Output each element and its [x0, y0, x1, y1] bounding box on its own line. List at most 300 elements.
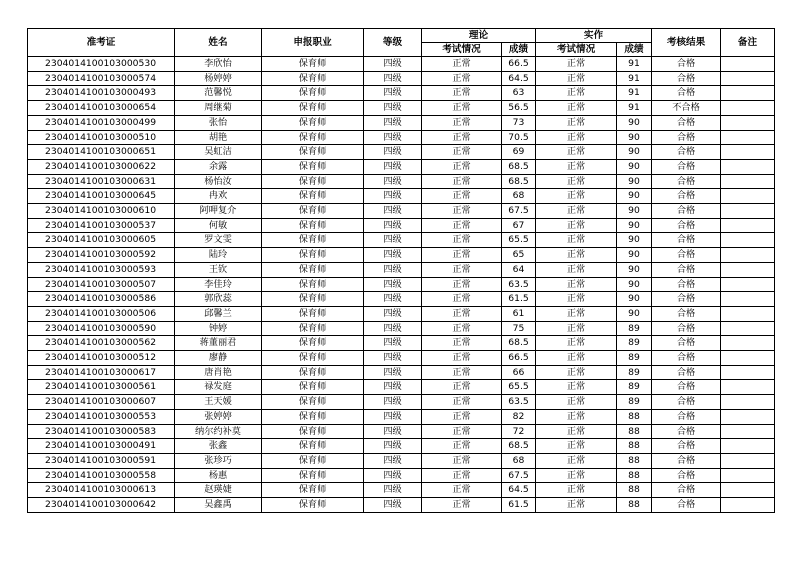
- cell-theory-score: 66.5: [502, 57, 536, 72]
- cell-remarks: [721, 159, 775, 174]
- table-row: [28, 218, 775, 233]
- cell-theory-status: 正常: [422, 248, 502, 263]
- cell-id: 2304014100103000499: [28, 115, 175, 130]
- cell-remarks: [721, 130, 775, 145]
- cell-name: 何敏: [175, 218, 262, 233]
- cell-practice-score: 88: [617, 409, 652, 424]
- cell-practice-status: 正常: [536, 321, 617, 336]
- cell-name: 张婷婷: [175, 409, 262, 424]
- cell-remarks: [721, 57, 775, 72]
- cell-occupation: 保育师: [262, 262, 364, 277]
- cell-theory-score: 73: [502, 115, 536, 130]
- table-row: [28, 145, 775, 160]
- cell-result: 合格: [652, 86, 721, 101]
- cell-occupation: 保育师: [262, 306, 364, 321]
- cell-practice-status: 正常: [536, 86, 617, 101]
- table-row: [28, 498, 775, 513]
- cell-id: 2304014100103000506: [28, 306, 175, 321]
- cell-result: 合格: [652, 71, 721, 86]
- cell-practice-status: 正常: [536, 71, 617, 86]
- cell-theory-score: 61.5: [502, 292, 536, 307]
- cell-name: 冉欢: [175, 189, 262, 204]
- cell-practice-status: 正常: [536, 277, 617, 292]
- cell-occupation: 保育师: [262, 218, 364, 233]
- cell-level: 四级: [364, 145, 422, 160]
- table-row: [28, 365, 775, 380]
- cell-name: 余露: [175, 159, 262, 174]
- cell-theory-score: 56.5: [502, 101, 536, 116]
- cell-remarks: [721, 248, 775, 263]
- cell-result: 合格: [652, 351, 721, 366]
- cell-occupation: 保育师: [262, 498, 364, 513]
- cell-theory-status: 正常: [422, 409, 502, 424]
- cell-result: 合格: [652, 130, 721, 145]
- table-body: [28, 57, 775, 513]
- cell-name: 邱馨兰: [175, 306, 262, 321]
- cell-theory-status: 正常: [422, 218, 502, 233]
- cell-remarks: [721, 233, 775, 248]
- cell-level: 四级: [364, 71, 422, 86]
- cell-practice-status: 正常: [536, 101, 617, 116]
- cell-practice-status: 正常: [536, 233, 617, 248]
- cell-name: 杨惠: [175, 468, 262, 483]
- cell-id: 2304014100103000537: [28, 218, 175, 233]
- cell-theory-status: 正常: [422, 351, 502, 366]
- cell-theory-score: 64.5: [502, 71, 536, 86]
- cell-level: 四级: [364, 233, 422, 248]
- cell-practice-score: 90: [617, 306, 652, 321]
- table-row: [28, 248, 775, 263]
- cell-result: 合格: [652, 306, 721, 321]
- cell-id: 2304014100103000562: [28, 336, 175, 351]
- cell-result: 合格: [652, 233, 721, 248]
- cell-practice-status: 正常: [536, 380, 617, 395]
- cell-name: 张鑫: [175, 439, 262, 454]
- cell-theory-status: 正常: [422, 306, 502, 321]
- cell-theory-score: 61.5: [502, 498, 536, 513]
- cell-practice-status: 正常: [536, 159, 617, 174]
- cell-occupation: 保育师: [262, 424, 364, 439]
- header-result: 考核结果: [652, 29, 721, 57]
- cell-id: 2304014100103000613: [28, 483, 175, 498]
- table-row: [28, 351, 775, 366]
- cell-theory-status: 正常: [422, 189, 502, 204]
- cell-level: 四级: [364, 174, 422, 189]
- cell-theory-status: 正常: [422, 174, 502, 189]
- cell-practice-score: 90: [617, 159, 652, 174]
- table-row: [28, 292, 775, 307]
- cell-id: 2304014100103000654: [28, 101, 175, 116]
- cell-name: 唐肖艳: [175, 365, 262, 380]
- cell-name: 陆玲: [175, 248, 262, 263]
- cell-practice-score: 90: [617, 115, 652, 130]
- cell-name: 阿呷复介: [175, 204, 262, 219]
- cell-practice-score: 90: [617, 292, 652, 307]
- cell-level: 四级: [364, 159, 422, 174]
- cell-theory-score: 68: [502, 453, 536, 468]
- cell-remarks: [721, 439, 775, 454]
- cell-occupation: 保育师: [262, 351, 364, 366]
- cell-practice-score: 90: [617, 233, 652, 248]
- cell-practice-status: 正常: [536, 145, 617, 160]
- cell-practice-score: 88: [617, 424, 652, 439]
- table-row: [28, 174, 775, 189]
- cell-level: 四级: [364, 468, 422, 483]
- cell-occupation: 保育师: [262, 159, 364, 174]
- cell-theory-score: 67: [502, 218, 536, 233]
- cell-level: 四级: [364, 409, 422, 424]
- cell-practice-score: 88: [617, 498, 652, 513]
- cell-id: 2304014100103000607: [28, 395, 175, 410]
- cell-theory-status: 正常: [422, 145, 502, 160]
- header-theory-score: 成绩: [502, 43, 536, 57]
- table-row: [28, 233, 775, 248]
- cell-level: 四级: [364, 218, 422, 233]
- cell-theory-score: 63.5: [502, 277, 536, 292]
- cell-remarks: [721, 395, 775, 410]
- cell-practice-score: 90: [617, 145, 652, 160]
- cell-theory-score: 72: [502, 424, 536, 439]
- cell-occupation: 保育师: [262, 395, 364, 410]
- cell-id: 2304014100103000642: [28, 498, 175, 513]
- cell-practice-score: 88: [617, 483, 652, 498]
- cell-remarks: [721, 380, 775, 395]
- table-row: [28, 277, 775, 292]
- cell-result: 合格: [652, 145, 721, 160]
- cell-result: 合格: [652, 277, 721, 292]
- cell-practice-score: 89: [617, 321, 652, 336]
- table-row: [28, 468, 775, 483]
- table-row: [28, 71, 775, 86]
- cell-practice-score: 90: [617, 204, 652, 219]
- cell-level: 四级: [364, 306, 422, 321]
- cell-practice-score: 88: [617, 439, 652, 454]
- table-row: [28, 204, 775, 219]
- header-occupation: 申报职业: [262, 29, 364, 57]
- cell-theory-score: 68.5: [502, 159, 536, 174]
- cell-practice-score: 90: [617, 174, 652, 189]
- cell-result: 合格: [652, 262, 721, 277]
- cell-occupation: 保育师: [262, 174, 364, 189]
- cell-practice-score: 90: [617, 189, 652, 204]
- cell-name: 王钦: [175, 262, 262, 277]
- cell-name: 李佳玲: [175, 277, 262, 292]
- cell-id: 2304014100103000631: [28, 174, 175, 189]
- cell-result: 合格: [652, 365, 721, 380]
- cell-remarks: [721, 453, 775, 468]
- cell-theory-score: 63.5: [502, 395, 536, 410]
- table-row: [28, 439, 775, 454]
- cell-occupation: 保育师: [262, 57, 364, 72]
- cell-theory-score: 64.5: [502, 483, 536, 498]
- cell-level: 四级: [364, 262, 422, 277]
- score-table: [27, 28, 775, 513]
- cell-practice-status: 正常: [536, 130, 617, 145]
- cell-result: 合格: [652, 57, 721, 72]
- table-row: [28, 380, 775, 395]
- cell-practice-score: 90: [617, 262, 652, 277]
- cell-result: 合格: [652, 498, 721, 513]
- cell-theory-status: 正常: [422, 159, 502, 174]
- cell-theory-score: 66: [502, 365, 536, 380]
- table-row: [28, 130, 775, 145]
- table-row: [28, 395, 775, 410]
- cell-practice-status: 正常: [536, 204, 617, 219]
- cell-theory-score: 64: [502, 262, 536, 277]
- cell-level: 四级: [364, 365, 422, 380]
- cell-theory-score: 70.5: [502, 130, 536, 145]
- cell-result: 合格: [652, 204, 721, 219]
- cell-level: 四级: [364, 277, 422, 292]
- cell-practice-score: 90: [617, 218, 652, 233]
- cell-practice-status: 正常: [536, 336, 617, 351]
- table-row: [28, 57, 775, 72]
- cell-level: 四级: [364, 453, 422, 468]
- cell-level: 四级: [364, 498, 422, 513]
- cell-result: 合格: [652, 395, 721, 410]
- cell-id: 2304014100103000610: [28, 204, 175, 219]
- cell-theory-score: 69: [502, 145, 536, 160]
- cell-theory-score: 75: [502, 321, 536, 336]
- cell-remarks: [721, 468, 775, 483]
- table-row: [28, 189, 775, 204]
- cell-theory-score: 67.5: [502, 468, 536, 483]
- cell-level: 四级: [364, 380, 422, 395]
- cell-result: 合格: [652, 336, 721, 351]
- cell-remarks: [721, 336, 775, 351]
- cell-result: 合格: [652, 468, 721, 483]
- cell-occupation: 保育师: [262, 321, 364, 336]
- cell-name: 罗文雯: [175, 233, 262, 248]
- cell-id: 2304014100103000491: [28, 439, 175, 454]
- cell-theory-status: 正常: [422, 86, 502, 101]
- header-theory: 理论: [422, 29, 536, 43]
- header-id: 准考证: [28, 29, 175, 57]
- cell-name: 范馨悦: [175, 86, 262, 101]
- cell-level: 四级: [364, 351, 422, 366]
- cell-practice-status: 正常: [536, 174, 617, 189]
- cell-remarks: [721, 204, 775, 219]
- cell-name: 吴虹洁: [175, 145, 262, 160]
- cell-practice-score: 89: [617, 380, 652, 395]
- header-practice-score: 成绩: [617, 43, 652, 57]
- cell-theory-status: 正常: [422, 233, 502, 248]
- header-remarks: 备注: [721, 29, 775, 57]
- cell-practice-status: 正常: [536, 292, 617, 307]
- cell-level: 四级: [364, 424, 422, 439]
- cell-theory-status: 正常: [422, 115, 502, 130]
- cell-level: 四级: [364, 86, 422, 101]
- cell-occupation: 保育师: [262, 189, 364, 204]
- cell-name: 张怡: [175, 115, 262, 130]
- cell-theory-status: 正常: [422, 498, 502, 513]
- cell-level: 四级: [364, 483, 422, 498]
- cell-id: 2304014100103000574: [28, 71, 175, 86]
- cell-name: 纳尔约补莫: [175, 424, 262, 439]
- cell-practice-score: 91: [617, 71, 652, 86]
- cell-practice-status: 正常: [536, 395, 617, 410]
- table-row: [28, 306, 775, 321]
- cell-theory-status: 正常: [422, 336, 502, 351]
- cell-occupation: 保育师: [262, 145, 364, 160]
- cell-result: 合格: [652, 483, 721, 498]
- cell-result: 合格: [652, 321, 721, 336]
- cell-occupation: 保育师: [262, 115, 364, 130]
- cell-practice-status: 正常: [536, 306, 617, 321]
- cell-name: 胡艳: [175, 130, 262, 145]
- cell-id: 2304014100103000512: [28, 351, 175, 366]
- cell-remarks: [721, 174, 775, 189]
- cell-id: 2304014100103000605: [28, 233, 175, 248]
- cell-practice-score: 91: [617, 86, 652, 101]
- cell-practice-status: 正常: [536, 218, 617, 233]
- cell-id: 2304014100103000493: [28, 86, 175, 101]
- cell-practice-status: 正常: [536, 498, 617, 513]
- cell-result: 合格: [652, 409, 721, 424]
- table-row: [28, 424, 775, 439]
- cell-theory-score: 68.5: [502, 336, 536, 351]
- cell-practice-score: 91: [617, 101, 652, 116]
- table-row: [28, 101, 775, 116]
- cell-level: 四级: [364, 189, 422, 204]
- cell-level: 四级: [364, 130, 422, 145]
- cell-occupation: 保育师: [262, 71, 364, 86]
- cell-result: 合格: [652, 115, 721, 130]
- cell-remarks: [721, 277, 775, 292]
- cell-theory-score: 63: [502, 86, 536, 101]
- cell-result: 合格: [652, 439, 721, 454]
- table-row: [28, 159, 775, 174]
- cell-level: 四级: [364, 395, 422, 410]
- table-row: [28, 86, 775, 101]
- cell-occupation: 保育师: [262, 204, 364, 219]
- cell-occupation: 保育师: [262, 483, 364, 498]
- cell-remarks: [721, 86, 775, 101]
- cell-id: 2304014100103000558: [28, 468, 175, 483]
- header-name: 姓名: [175, 29, 262, 57]
- cell-practice-status: 正常: [536, 189, 617, 204]
- cell-theory-score: 68.5: [502, 174, 536, 189]
- cell-remarks: [721, 71, 775, 86]
- cell-remarks: [721, 218, 775, 233]
- cell-theory-status: 正常: [422, 365, 502, 380]
- cell-occupation: 保育师: [262, 86, 364, 101]
- cell-practice-status: 正常: [536, 365, 617, 380]
- cell-level: 四级: [364, 439, 422, 454]
- cell-occupation: 保育师: [262, 101, 364, 116]
- cell-theory-status: 正常: [422, 321, 502, 336]
- cell-result: 合格: [652, 189, 721, 204]
- cell-remarks: [721, 424, 775, 439]
- cell-occupation: 保育师: [262, 365, 364, 380]
- cell-id: 2304014100103000622: [28, 159, 175, 174]
- cell-remarks: [721, 306, 775, 321]
- cell-remarks: [721, 115, 775, 130]
- cell-level: 四级: [364, 101, 422, 116]
- cell-remarks: [721, 365, 775, 380]
- cell-id: 2304014100103000507: [28, 277, 175, 292]
- cell-practice-score: 90: [617, 130, 652, 145]
- cell-theory-score: 61: [502, 306, 536, 321]
- cell-id: 2304014100103000510: [28, 130, 175, 145]
- table-row: [28, 262, 775, 277]
- cell-theory-status: 正常: [422, 453, 502, 468]
- cell-practice-status: 正常: [536, 439, 617, 454]
- cell-name: 李欣怡: [175, 57, 262, 72]
- cell-result: 合格: [652, 292, 721, 307]
- cell-occupation: 保育师: [262, 453, 364, 468]
- table-row: [28, 115, 775, 130]
- cell-theory-score: 66.5: [502, 351, 536, 366]
- cell-id: 2304014100103000651: [28, 145, 175, 160]
- cell-name: 钟婷: [175, 321, 262, 336]
- cell-result: 合格: [652, 380, 721, 395]
- cell-id: 2304014100103000593: [28, 262, 175, 277]
- cell-practice-score: 89: [617, 395, 652, 410]
- cell-id: 2304014100103000586: [28, 292, 175, 307]
- cell-theory-status: 正常: [422, 483, 502, 498]
- cell-practice-status: 正常: [536, 483, 617, 498]
- cell-practice-score: 89: [617, 336, 652, 351]
- cell-name: 廖静: [175, 351, 262, 366]
- cell-theory-status: 正常: [422, 277, 502, 292]
- cell-level: 四级: [364, 248, 422, 263]
- cell-name: 禄发庭: [175, 380, 262, 395]
- cell-theory-status: 正常: [422, 57, 502, 72]
- cell-practice-score: 90: [617, 277, 652, 292]
- cell-practice-score: 89: [617, 365, 652, 380]
- cell-remarks: [721, 292, 775, 307]
- cell-theory-status: 正常: [422, 439, 502, 454]
- cell-theory-status: 正常: [422, 204, 502, 219]
- cell-remarks: [721, 351, 775, 366]
- cell-id: 2304014100103000590: [28, 321, 175, 336]
- cell-theory-status: 正常: [422, 424, 502, 439]
- cell-level: 四级: [364, 336, 422, 351]
- cell-occupation: 保育师: [262, 439, 364, 454]
- cell-name: 吴鑫禹: [175, 498, 262, 513]
- table-row: [28, 321, 775, 336]
- cell-practice-status: 正常: [536, 351, 617, 366]
- cell-theory-score: 65.5: [502, 233, 536, 248]
- cell-theory-score: 65: [502, 248, 536, 263]
- cell-occupation: 保育师: [262, 468, 364, 483]
- cell-id: 2304014100103000592: [28, 248, 175, 263]
- cell-result: 不合格: [652, 101, 721, 116]
- cell-level: 四级: [364, 292, 422, 307]
- cell-practice-status: 正常: [536, 248, 617, 263]
- cell-practice-score: 88: [617, 468, 652, 483]
- cell-id: 2304014100103000645: [28, 189, 175, 204]
- cell-name: 赵瑛婕: [175, 483, 262, 498]
- cell-name: 张珍巧: [175, 453, 262, 468]
- cell-id: 2304014100103000553: [28, 409, 175, 424]
- cell-remarks: [721, 145, 775, 160]
- cell-practice-status: 正常: [536, 262, 617, 277]
- cell-theory-status: 正常: [422, 101, 502, 116]
- cell-theory-score: 68.5: [502, 439, 536, 454]
- cell-theory-score: 67.5: [502, 204, 536, 219]
- table-row: [28, 409, 775, 424]
- cell-practice-score: 89: [617, 351, 652, 366]
- cell-practice-status: 正常: [536, 468, 617, 483]
- cell-name: 蒋董丽君: [175, 336, 262, 351]
- cell-theory-status: 正常: [422, 262, 502, 277]
- cell-practice-score: 88: [617, 453, 652, 468]
- cell-level: 四级: [364, 204, 422, 219]
- cell-practice-score: 91: [617, 57, 652, 72]
- cell-theory-status: 正常: [422, 395, 502, 410]
